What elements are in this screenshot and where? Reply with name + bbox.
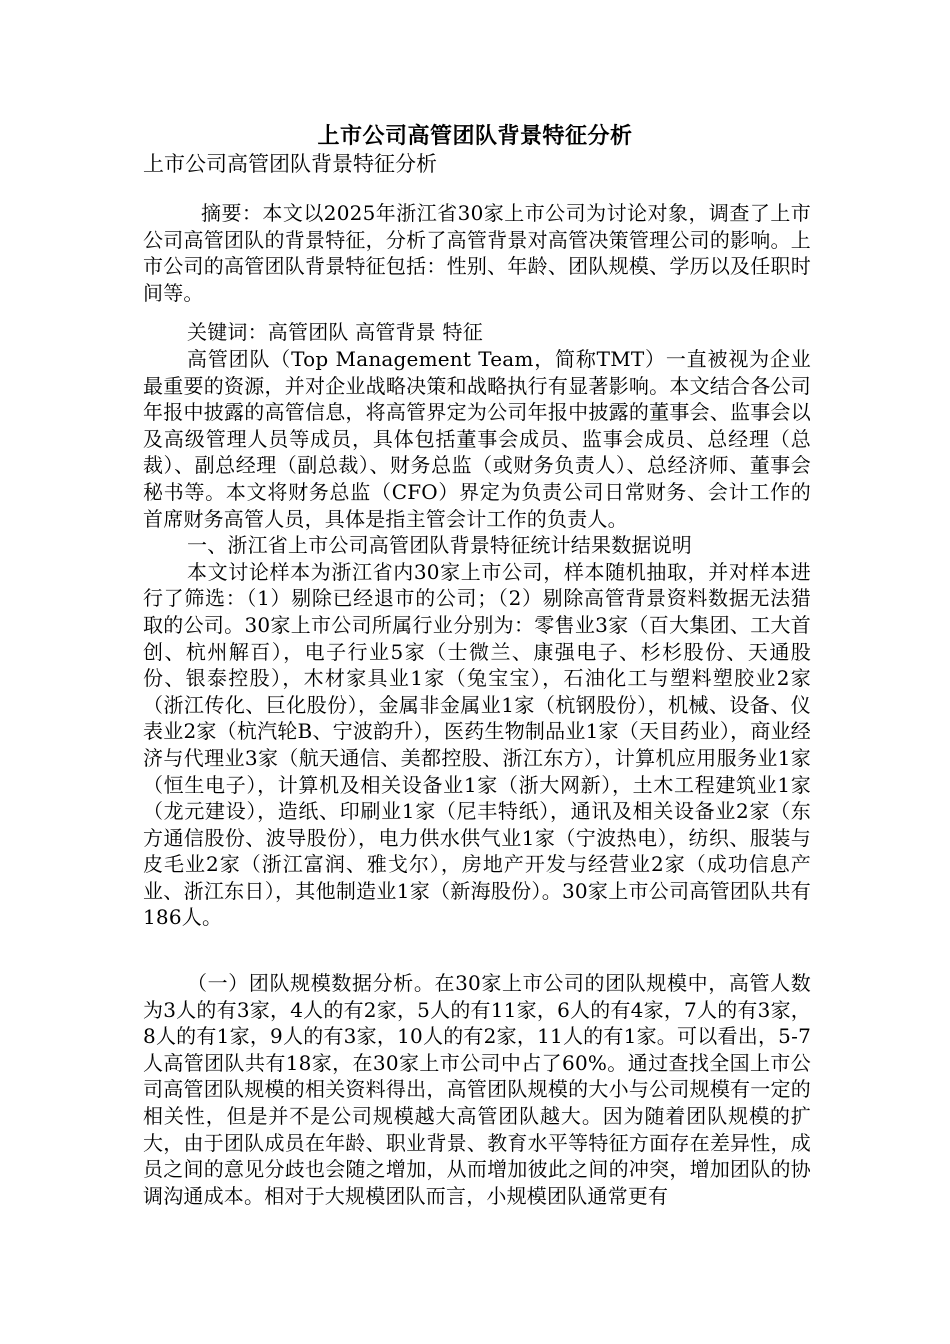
section-heading: 一、浙江省上市公司高管团队背景特征统计结果数据说明 bbox=[187, 533, 692, 558]
document-title: 上市公司高管团队背景特征分析 bbox=[317, 123, 633, 149]
keywords-line: 关键词：高管团队 高管背景 特征 bbox=[187, 320, 483, 344]
document-subtitle: 上市公司高管团队背景特征分析 bbox=[143, 152, 437, 176]
main-content bbox=[143, 346, 811, 931]
sample-paragraph: 本文讨论样本为浙江省内30家上市公司，样本随机抽取，并对样本进行了筛选：（1）剔除已经退市的公司；（2）剔除高管背景资料数据无法猎取的公司。30家上市公司所属行业分别为：零售业3家（百大集团、工大首创、杭州解百），电子行业5家（士微兰、康强电子、杉杉股份、天通股份、银泰控股），木材家具业1家（兔宝宝），石油化工与塑料塑胶业2家（浙江传化、巨化股份），金属非金属业1家（杭钢股份），机械、设备、仪表业2家（杭汽轮B、宁波韵升），医药生物制品业1家（天目药业），商业经济与代理业3家（航天通信、美都控股、浙江东方），计算机应用服务业1家（恒生电子），计算机及相关设备业1家（浙大网新），土木工程建筑业1家（龙元建设），造纸、印刷业1家（尼丰特纸），通讯及相关设备业2家（东方通信股份、波导股份），电力供水供气业1家（宁波热电），纺织、服装与皮毛业2家（浙江富润、雅戈尔），房地产开发与经营业2家（成功信息产业、浙江东日），其他制造业1家（新海股份）。30家上市公司高管团队共有186人。 bbox=[143, 559, 811, 930]
intro-paragraph: 高管团队（Top Management Team，简称TMT）一直被视为企业最重要的资源，并对企业战略决策和战略执行有显著影响。本文结合各公司年报中披露的高管信息，将高管界定为公司年报中披露的董事会、监事会以及高级管理人员等成员，具体包括董事会成员、监事会成员、总经理（总裁）、副总经理（副总裁）、财务总监（或财务负责人）、总经济师、董事会秘书等。本文将财务总监（CFO）界定为负责公司日常财务、会计工作的首席财务高管人员，具体是指主管会计工作的负责人。 bbox=[143, 347, 811, 531]
team-size-paragraph: （一）团队规模数据分析。在30家上市公司的团队规模中，高管人数为3人的有3家，4人的有2家，5人的有11家，6人的有4家，7人的有3家，8人的有1家，9人的有3家，10人的有2家，11人的有1家。可以看出，5-7人高管团队共有18家，在30家上市公司中占了60%。通过查找全国上市公司高管团队规模的相关资料得出，高管团队规模的大小与公司规模有一定的相关性，但是并不是公司规模越大高管团队越大。因为随着团队规模的扩大，由于团队成员在年龄、职业背景、教育水平等特征方面存在差异性，成员之间的意见分歧也会随之增加，从而增加彼此之间的冲突，增加团队的协调沟通成本。相对于大规模团队而言，小规模团队通常更有 bbox=[143, 971, 811, 1208]
abstract-paragraph: 摘要：本文以2025年浙江省30家上市公司为讨论对象，调查了上市公司高管团队的背景特征，分析了高管背景对高管决策管理公司的影响。上市公司的高管团队背景特征包括：性别、年龄、团队规模、学历以及任职时间等。 bbox=[143, 201, 811, 305]
